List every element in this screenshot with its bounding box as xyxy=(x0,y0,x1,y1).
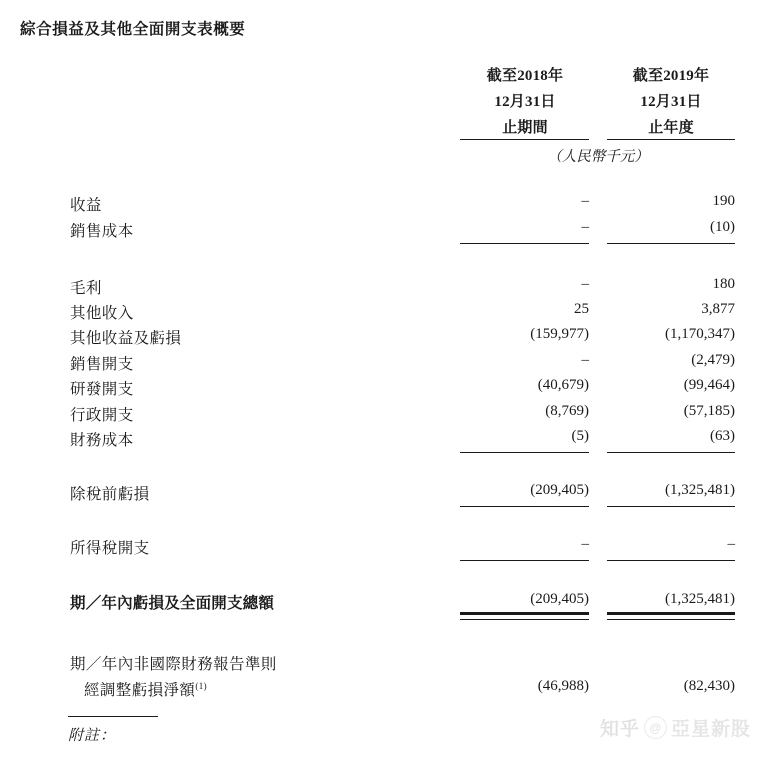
total-rule-thin-col2 xyxy=(607,619,735,620)
column2-header-line1: 截至2019年 xyxy=(632,68,710,84)
row-value-gross-profit-2018: – xyxy=(581,276,589,292)
row-value-gross-profit-2019: 180 xyxy=(712,276,735,292)
row-value-admin-expenses-2018: (8,769) xyxy=(545,403,589,419)
row-label-other-income: 其他收入 xyxy=(70,305,134,322)
row-value-total-loss-2018: (209,405) xyxy=(530,591,589,607)
row-label-gross-profit: 毛利 xyxy=(70,280,102,297)
row-value-finance-costs-2019: (63) xyxy=(710,428,735,444)
header-rule-col1 xyxy=(460,139,589,140)
row-value-adjusted-net-loss-2019: (82,430) xyxy=(683,678,735,694)
footnote-marker: (1) xyxy=(195,680,208,691)
row-label-adjusted-net-loss-line1: 期／年內非國際財務報告準則 xyxy=(70,656,277,673)
row-label-cost-of-sales: 銷售成本 xyxy=(70,223,134,240)
row-value-revenue-2018: – xyxy=(581,193,589,209)
row-value-cost-of-sales-2019: (10) xyxy=(710,219,735,235)
row-value-total-loss-2019: (1,325,481) xyxy=(665,591,735,607)
page-title: 綜合損益及其他全面開支表概要 xyxy=(20,21,246,38)
row-value-income-tax-expense-2019: – xyxy=(727,536,735,552)
row-value-admin-expenses-2019: (57,185) xyxy=(683,403,735,419)
row-label-loss-before-tax: 除稅前虧損 xyxy=(70,486,150,503)
row-label-revenue: 收益 xyxy=(70,197,102,214)
row-value-rd-expenses-2019: (99,464) xyxy=(683,377,735,393)
row-label-selling-expenses: 銷售開支 xyxy=(70,356,134,373)
subtotal-rule-pretax-bottom-col1 xyxy=(460,506,589,507)
row-value-selling-expenses-2019: (2,479) xyxy=(691,352,735,368)
adjusted-net-loss-text: 經調整虧損淨額 xyxy=(84,682,196,699)
row-value-loss-before-tax-2019: (1,325,481) xyxy=(665,482,735,498)
subtotal-rule-gross-profit-col2 xyxy=(607,243,735,244)
footnote-separator-rule xyxy=(68,716,158,717)
header-rule-col2 xyxy=(607,139,735,140)
watermark-username: 亞星新股 xyxy=(671,719,752,740)
row-value-other-income-2018: 25 xyxy=(574,301,589,317)
subtotal-rule-pretax-bottom-col2 xyxy=(607,506,735,507)
total-rule-thin-col1 xyxy=(460,619,589,620)
currency-unit-label: （人民幣千元） xyxy=(547,149,649,165)
column2-header-line2: 12月31日 xyxy=(640,94,702,110)
column2-header-line3: 止年度 xyxy=(648,120,694,136)
subtotal-rule-pretax-top-col2 xyxy=(607,452,735,453)
zhihu-watermark xyxy=(600,714,751,741)
row-label-adjusted-net-loss-line2 xyxy=(84,678,207,700)
subtotal-rule-tax-bottom-col1 xyxy=(460,560,589,561)
row-value-finance-costs-2018: (5) xyxy=(571,428,589,444)
column1-header-line3: 止期間 xyxy=(502,120,548,136)
total-rule-thick-col2 xyxy=(607,612,735,615)
row-label-admin-expenses: 行政開支 xyxy=(70,407,134,424)
avatar: @ xyxy=(644,716,667,739)
total-rule-thick-col1 xyxy=(460,612,589,615)
footnote-label: 附註： xyxy=(68,728,117,744)
row-value-cost-of-sales-2018: – xyxy=(581,219,589,235)
row-label-income-tax-expense: 所得稅開支 xyxy=(70,540,150,557)
subtotal-rule-gross-profit-col1 xyxy=(460,243,589,244)
row-value-other-gains-losses-2018: (159,977) xyxy=(530,326,589,342)
subtotal-rule-pretax-top-col1 xyxy=(460,452,589,453)
row-label-total-loss: 期／年內虧損及全面開支總額 xyxy=(70,595,275,612)
row-value-revenue-2019: 190 xyxy=(712,193,735,209)
row-value-rd-expenses-2018: (40,679) xyxy=(537,377,589,393)
subtotal-rule-tax-bottom-col2 xyxy=(607,560,735,561)
column1-header-line2: 12月31日 xyxy=(494,94,556,110)
row-label-other-gains-losses: 其他收益及虧損 xyxy=(70,330,182,347)
row-value-other-gains-losses-2019: (1,170,347) xyxy=(665,326,735,342)
row-value-other-income-2019: 3,877 xyxy=(701,301,735,317)
row-value-income-tax-expense-2018: – xyxy=(581,536,589,552)
row-label-finance-costs: 財務成本 xyxy=(70,432,134,449)
row-value-loss-before-tax-2018: (209,405) xyxy=(530,482,589,498)
zhihu-logo: 知乎 xyxy=(600,719,641,740)
row-label-rd-expenses: 研發開支 xyxy=(70,381,134,398)
row-value-adjusted-net-loss-2018: (46,988) xyxy=(537,678,589,694)
column1-header-line1: 截至2018年 xyxy=(486,68,564,84)
row-value-selling-expenses-2018: – xyxy=(581,352,589,368)
